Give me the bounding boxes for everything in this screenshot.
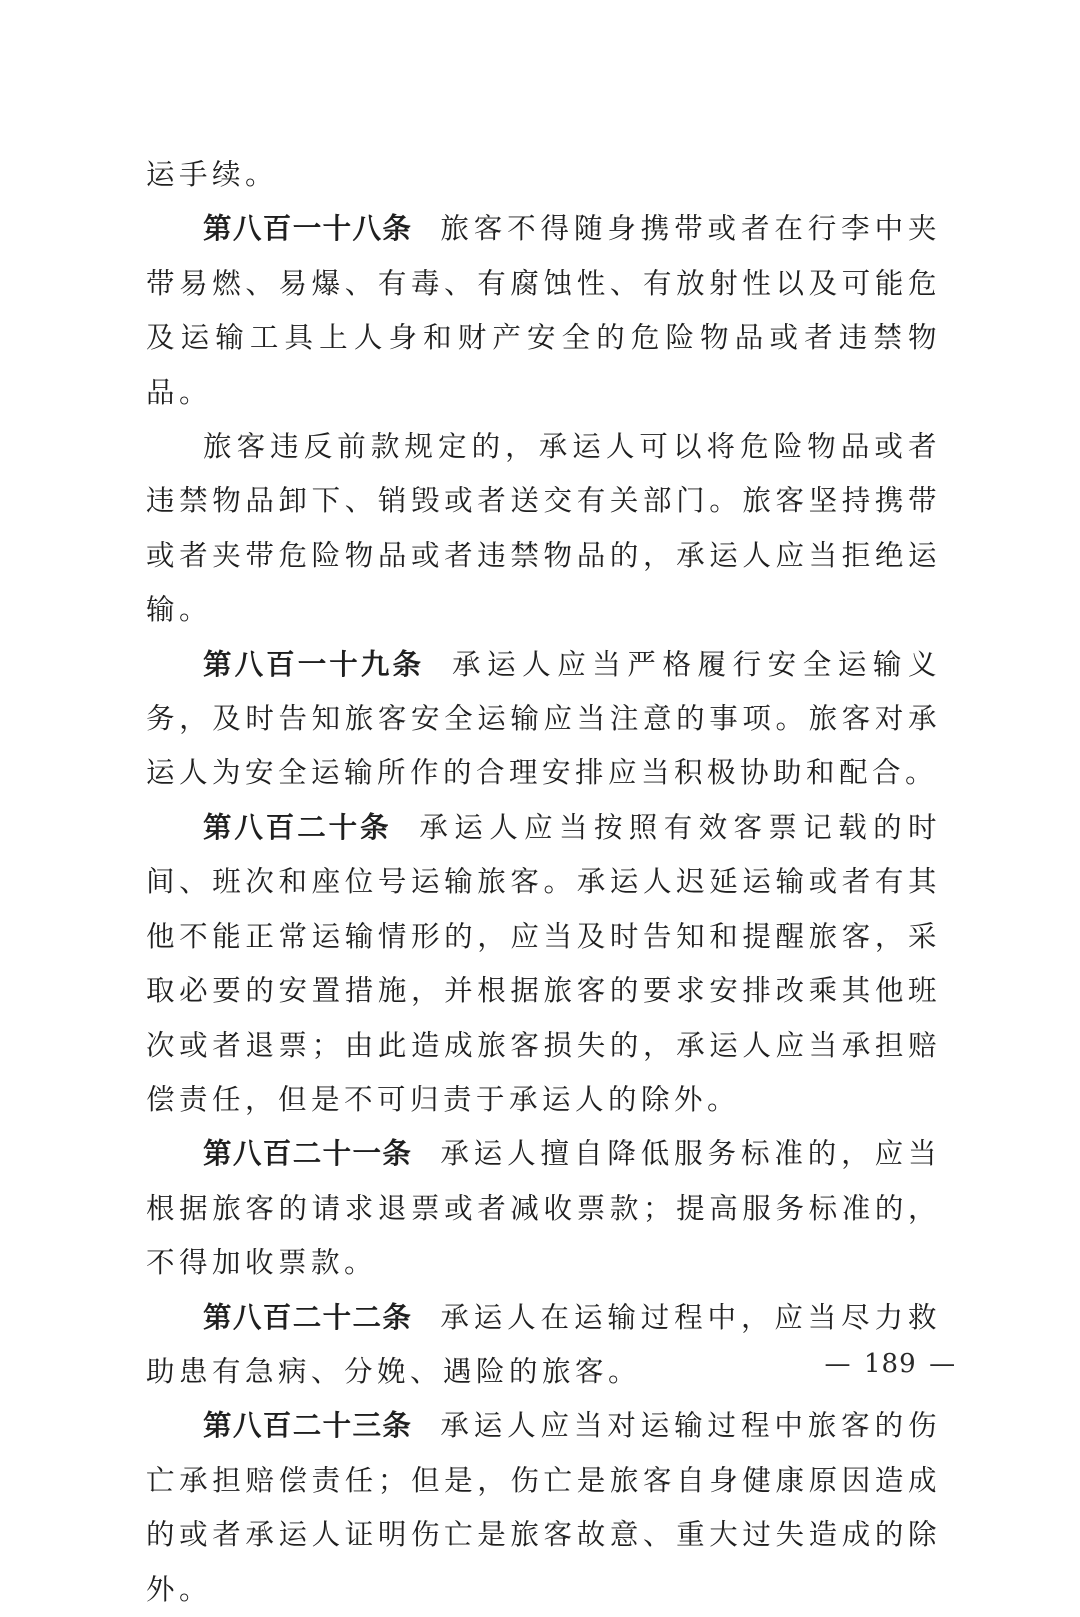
paragraph-continuation <box>146 148 941 202</box>
page-number-dash-left: — <box>824 1349 852 1379</box>
text-body <box>146 148 941 1617</box>
article-number: 第八百二十三条 <box>203 1409 413 1443</box>
article-number: 第八百二十一条 <box>203 1137 413 1171</box>
article-821 <box>146 1127 941 1290</box>
article-number: 第八百一十八条 <box>203 212 413 246</box>
paragraph-818-2 <box>146 420 941 638</box>
article-number: 第八百二十条 <box>203 810 392 844</box>
article-number: 第八百一十九条 <box>203 647 425 681</box>
article-text: 承运人应当严格履行安全运输义务，及时告知旅客安全运输应当注意的事项。旅客对承运人为安全运输所作的合理安排应当积极协助和配合。 <box>146 647 941 790</box>
article-823 <box>146 1399 941 1617</box>
paragraph-text: 运手续。 <box>146 158 279 191</box>
page-number-dash-right: — <box>929 1349 957 1379</box>
article-819 <box>146 638 941 801</box>
paragraph-text: 旅客违反前款规定的，承运人可以将危险物品或者违禁物品卸下、销毁或者送交有关部门。旅客坚持携带或者夹带危险物品或者违禁物品的，承运人应当拒绝运输。 <box>146 430 941 627</box>
article-text: 承运人应当按照有效客票记载的时间、班次和座位号运输旅客。承运人迟延运输或者有其他不能正常运输情形的，应当及时告知和提醒旅客，采取必要的安置措施，并根据旅客的要求安排改乘其他班次或者退票；由此造成旅客损失的，承运人应当承担赔偿责任，但是不可归责于承运人的除外。 <box>146 810 941 1116</box>
article-text: 承运人擅自降低服务标准的，应当根据旅客的请求退票或者减收票款；提高服务标准的，不得加收票款。 <box>146 1137 941 1280</box>
article-text: 旅客不得随身携带或者在行李中夹带易燃、易爆、有毒、有腐蚀性、有放射性以及可能危及运输工具上人身和财产安全的危险物品或者违禁物品。 <box>146 212 941 409</box>
article-number: 第八百二十二条 <box>203 1300 413 1334</box>
article-text: 承运人在运输过程中，应当尽力救助患有急病、分娩、遇险的旅客。 <box>146 1300 941 1388</box>
article-text: 承运人应当对运输过程中旅客的伤亡承担赔偿责任；但是，伤亡是旅客自身健康原因造成的或者承运人证明伤亡是旅客故意、重大过失造成的除外。 <box>146 1409 941 1606</box>
page-number-value: 189 <box>864 1349 917 1379</box>
article-820 <box>146 801 941 1127</box>
page-number <box>820 1344 961 1384</box>
article-818 <box>146 202 941 420</box>
